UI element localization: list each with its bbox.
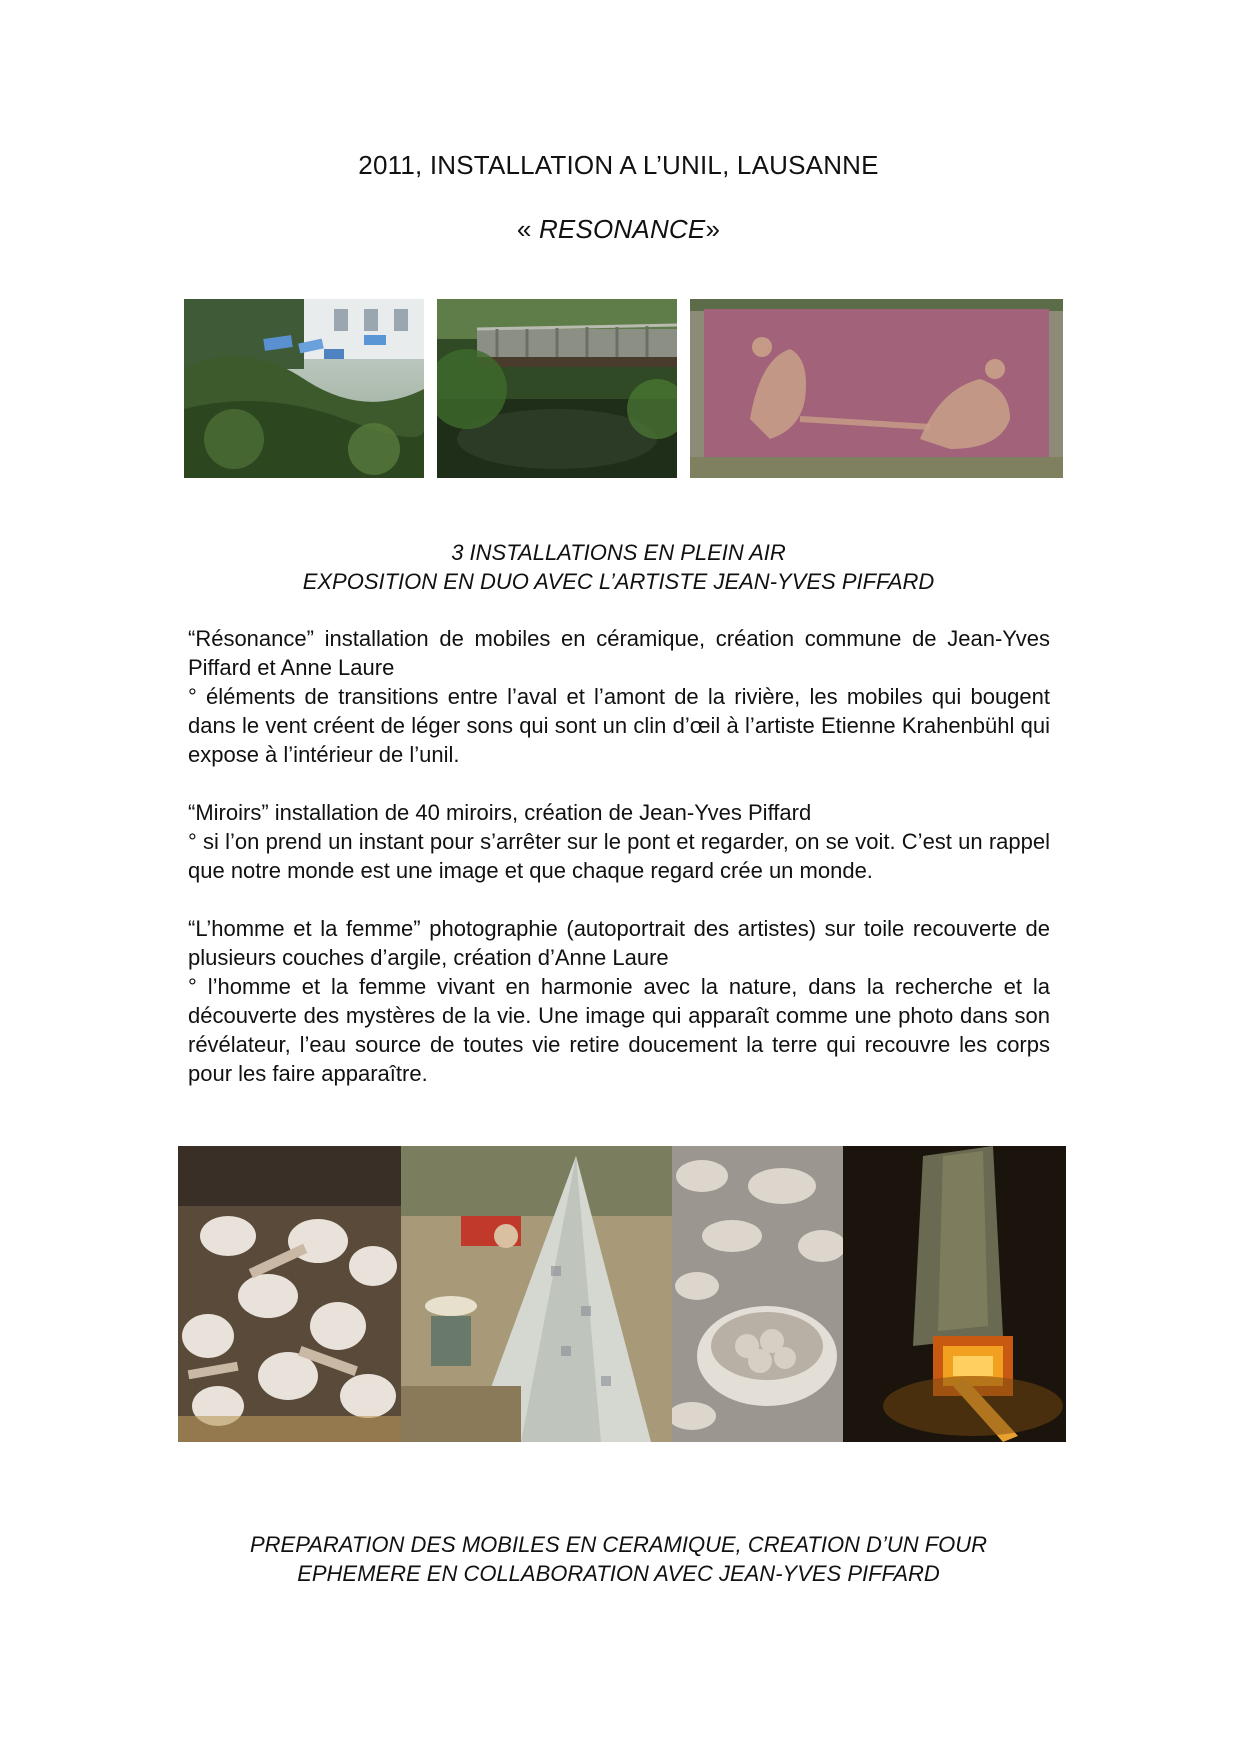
photo-ceramic-pieces [178, 1146, 401, 1442]
paragraph-lead: “Résonance” installation de mobiles en céramique, création commune de Jean-Yves Piffard et Anne Laure [188, 626, 1050, 680]
page-title [0, 150, 1237, 181]
subtitle-open-quote: « [516, 214, 539, 244]
caption-line-2: EPHEMERE EN COLLABORATION AVEC JEAN-YVES PIFFARD [297, 1561, 940, 1586]
description-body [188, 624, 1050, 1117]
photo-garden-mobiles [184, 299, 424, 478]
page-subtitle [0, 214, 1237, 245]
caption-line-1: PREPARATION DES MOBILES EN CERAMIQUE, CREATION D’UN FOUR [249, 1532, 988, 1557]
subtitle-close-quote: » [705, 214, 721, 244]
paragraph-miroirs [188, 798, 1050, 885]
photo-bridge-river [437, 299, 677, 478]
photo-kiln-firing [843, 1146, 1066, 1442]
photo-ceramic-bowls [672, 1146, 843, 1442]
paragraph-detail: ° éléments de transitions entre l’aval et l’amont de la rivière, les mobiles qui bougent dans le vent créent de léger sons qui sont un clin d’œil à l’artiste Etienne Krahenbühl qui expose à l’intérieur de l’unil. [188, 684, 1050, 767]
photo-clay-canvas [690, 299, 1063, 478]
paragraph-resonance [188, 624, 1050, 769]
paragraph-lead: “Miroirs” installation de 40 miroirs, création de Jean-Yves Piffard [188, 800, 812, 825]
caption-line-2: EXPOSITION EN DUO AVEC L’ARTISTE JEAN-YVES PIFFARD [302, 569, 935, 594]
caption-line-1: 3 INSTALLATIONS EN PLEIN AIR [451, 540, 786, 565]
paragraph-homme-femme [188, 914, 1050, 1088]
paragraph-detail: ° si l’on prend un instant pour s’arrêter sur le pont et regarder, on se voit. C’est un rappel que notre monde est une image et que chaque regard crée un monde. [188, 829, 1050, 883]
photo-kiln-building [401, 1146, 672, 1442]
paragraph-lead: “L’homme et la femme” photographie (autoportrait des artistes) sur toile recouverte de plusieurs couches d’argile, création d’Anne Laure [188, 916, 1050, 970]
preparation-caption [0, 1530, 1237, 1588]
installations-caption [0, 538, 1237, 596]
paragraph-detail: ° l’homme et la femme vivant en harmonie avec la nature, dans la recherche et la découverte des mystères de la vie. Une image qui apparaît comme une photo dans son révélateur, l’eau source de toutes vie retire doucement la terre qui recouvre les corps pour les faire apparaître. [188, 974, 1050, 1086]
subtitle-work-title: RESONANCE [538, 214, 706, 244]
page-title-text: 2011, INSTALLATION A L’UNIL, LAUSANNE [358, 150, 879, 180]
